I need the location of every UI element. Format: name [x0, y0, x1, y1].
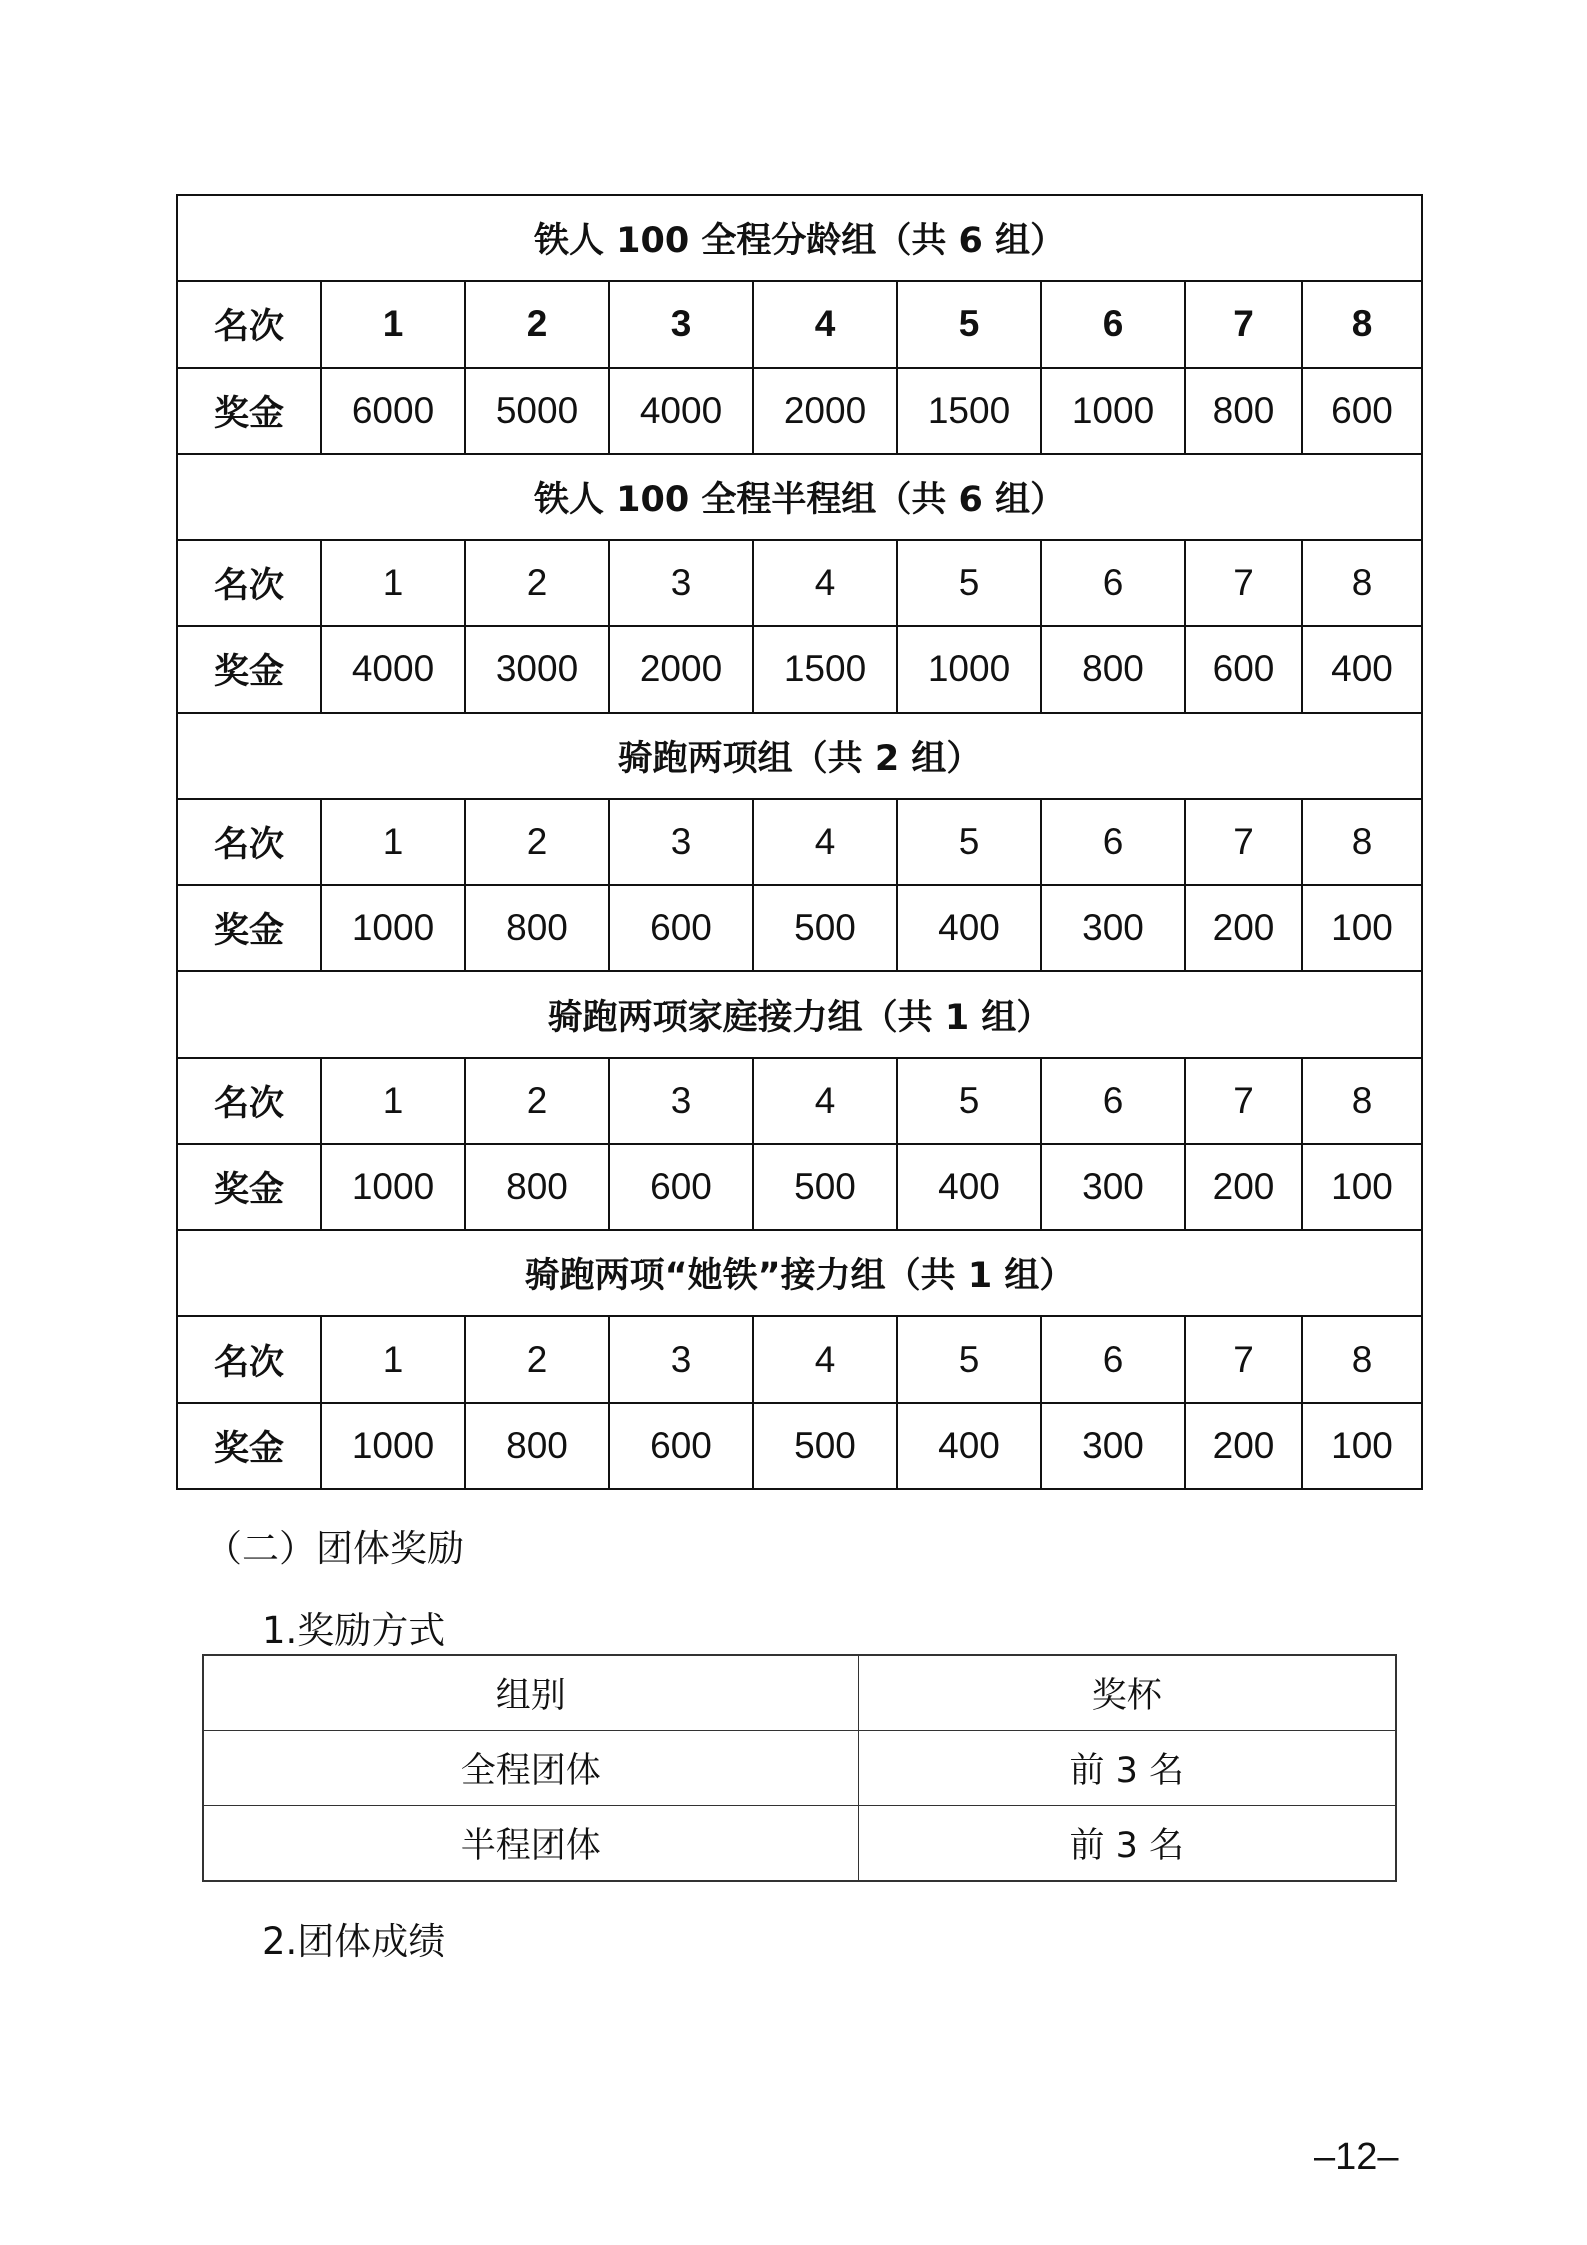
prize-cell: 1000 — [321, 1403, 465, 1489]
rank-cell: 2 — [465, 799, 609, 885]
rank-cell: 1 — [321, 281, 465, 367]
prize-cell: 600 — [609, 885, 753, 971]
team-table-row — [203, 1805, 1396, 1881]
prize-cell: 400 — [1302, 626, 1422, 712]
prize-cell: 600 — [1302, 368, 1422, 454]
page-number: –12– — [1314, 2136, 1399, 2178]
rank-cell: 4 — [753, 1058, 897, 1144]
prize-row-label: 奖金 — [177, 885, 321, 971]
prize-cell: 4000 — [321, 626, 465, 712]
prize-cell: 100 — [1302, 1144, 1422, 1230]
team-header-trophy: 奖杯 — [858, 1655, 1396, 1731]
prize-cell: 300 — [1041, 1403, 1185, 1489]
prize-cell: 600 — [609, 1403, 753, 1489]
rank-cell: 3 — [609, 281, 753, 367]
rank-cell: 6 — [1041, 1316, 1185, 1402]
prize-cell: 800 — [1185, 368, 1302, 454]
prize-cell: 300 — [1041, 1144, 1185, 1230]
prize-cell: 600 — [1185, 626, 1302, 712]
rank-cell: 5 — [897, 540, 1041, 626]
group-title: 骑跑两项组（共 2 组） — [177, 713, 1422, 799]
prize-row-label: 奖金 — [177, 1144, 321, 1230]
prize-cell: 1000 — [1041, 368, 1185, 454]
prize-cell: 300 — [1041, 885, 1185, 971]
prize-cell: 5000 — [465, 368, 609, 454]
rank-cell: 8 — [1302, 1058, 1422, 1144]
group-title-row — [177, 713, 1422, 799]
prize-cell: 2000 — [753, 368, 897, 454]
rank-cell: 1 — [321, 1316, 465, 1402]
rank-row-label: 名次 — [177, 1058, 321, 1144]
team-trophy-cell: 前 3 名 — [858, 1731, 1396, 1806]
rank-cell: 2 — [465, 1058, 609, 1144]
prize-row-label: 奖金 — [177, 1403, 321, 1489]
rank-cell: 3 — [609, 1316, 753, 1402]
prize-row — [177, 885, 1422, 971]
prize-cell: 2000 — [609, 626, 753, 712]
rank-row-label: 名次 — [177, 540, 321, 626]
rank-cell: 8 — [1302, 1316, 1422, 1402]
prize-cell: 1000 — [321, 885, 465, 971]
rank-cell: 5 — [897, 1058, 1041, 1144]
prize-cell: 100 — [1302, 885, 1422, 971]
prize-cell: 600 — [609, 1144, 753, 1230]
rank-cell: 7 — [1185, 799, 1302, 885]
group-title: 铁人 100 全程分龄组（共 6 组） — [177, 195, 1422, 281]
team-trophy-cell: 前 3 名 — [858, 1805, 1396, 1881]
rank-cell: 4 — [753, 1316, 897, 1402]
rank-row-label: 名次 — [177, 799, 321, 885]
rank-cell: 1 — [321, 540, 465, 626]
rank-row — [177, 799, 1422, 885]
rank-cell: 2 — [465, 1316, 609, 1402]
prize-cell: 800 — [465, 1144, 609, 1230]
prize-cell: 500 — [753, 1144, 897, 1230]
rank-cell: 5 — [897, 281, 1041, 367]
section-heading: （二）团体奖励 — [205, 1527, 464, 1570]
prize-row-label: 奖金 — [177, 368, 321, 454]
rank-row — [177, 1316, 1422, 1402]
prize-cell: 800 — [465, 1403, 609, 1489]
rank-cell: 3 — [609, 1058, 753, 1144]
group-title: 骑跑两项家庭接力组（共 1 组） — [177, 971, 1422, 1057]
rank-cell: 3 — [609, 540, 753, 626]
group-title: 骑跑两项“她铁”接力组（共 1 组） — [177, 1230, 1422, 1316]
team-group-cell: 全程团体 — [203, 1731, 858, 1806]
prize-row — [177, 626, 1422, 712]
rank-cell: 6 — [1041, 540, 1185, 626]
team-award-table — [202, 1654, 1397, 1882]
rank-cell: 7 — [1185, 1316, 1302, 1402]
prize-cell: 200 — [1185, 885, 1302, 971]
rank-row — [177, 540, 1422, 626]
prize-cell: 500 — [753, 1403, 897, 1489]
team-group-cell: 半程团体 — [203, 1805, 858, 1881]
rank-cell: 2 — [465, 540, 609, 626]
prize-cell: 3000 — [465, 626, 609, 712]
group-title-row — [177, 1230, 1422, 1316]
rank-cell: 7 — [1185, 281, 1302, 367]
prize-cell: 1000 — [897, 626, 1041, 712]
rank-cell: 2 — [465, 281, 609, 367]
prize-cell: 6000 — [321, 368, 465, 454]
rank-cell: 6 — [1041, 1058, 1185, 1144]
prize-cell: 200 — [1185, 1144, 1302, 1230]
rank-cell: 4 — [753, 799, 897, 885]
reward-method-heading: 1.奖励方式 — [262, 1609, 446, 1652]
prize-cell: 400 — [897, 1403, 1041, 1489]
team-results-heading: 2.团体成绩 — [262, 1920, 446, 1963]
rank-cell: 6 — [1041, 799, 1185, 885]
rank-cell: 8 — [1302, 799, 1422, 885]
rank-cell: 4 — [753, 540, 897, 626]
rank-cell: 5 — [897, 799, 1041, 885]
rank-row-label: 名次 — [177, 281, 321, 367]
rank-cell: 6 — [1041, 281, 1185, 367]
prize-cell: 1500 — [897, 368, 1041, 454]
rank-row-label: 名次 — [177, 1316, 321, 1402]
group-title-row — [177, 454, 1422, 540]
prize-cell: 500 — [753, 885, 897, 971]
prize-cell: 800 — [465, 885, 609, 971]
prize-cell: 400 — [897, 1144, 1041, 1230]
team-table-header-row — [203, 1655, 1396, 1731]
rank-cell: 4 — [753, 281, 897, 367]
rank-cell: 5 — [897, 1316, 1041, 1402]
prize-table — [176, 194, 1423, 1490]
rank-cell: 1 — [321, 799, 465, 885]
group-title: 铁人 100 全程半程组（共 6 组） — [177, 454, 1422, 540]
prize-row — [177, 368, 1422, 454]
prize-cell: 400 — [897, 885, 1041, 971]
prize-cell: 1500 — [753, 626, 897, 712]
team-header-group: 组别 — [203, 1655, 858, 1731]
prize-cell: 100 — [1302, 1403, 1422, 1489]
group-title-row — [177, 971, 1422, 1057]
rank-cell: 8 — [1302, 281, 1422, 367]
prize-cell: 800 — [1041, 626, 1185, 712]
rank-cell: 3 — [609, 799, 753, 885]
rank-row — [177, 281, 1422, 367]
prize-row — [177, 1403, 1422, 1489]
rank-cell: 8 — [1302, 540, 1422, 626]
prize-cell: 4000 — [609, 368, 753, 454]
prize-cell: 1000 — [321, 1144, 465, 1230]
rank-cell: 1 — [321, 1058, 465, 1144]
rank-cell: 7 — [1185, 1058, 1302, 1144]
rank-cell: 7 — [1185, 540, 1302, 626]
prize-row-label: 奖金 — [177, 626, 321, 712]
rank-row — [177, 1058, 1422, 1144]
team-table-row — [203, 1731, 1396, 1806]
group-title-row — [177, 195, 1422, 281]
prize-cell: 200 — [1185, 1403, 1302, 1489]
prize-row — [177, 1144, 1422, 1230]
